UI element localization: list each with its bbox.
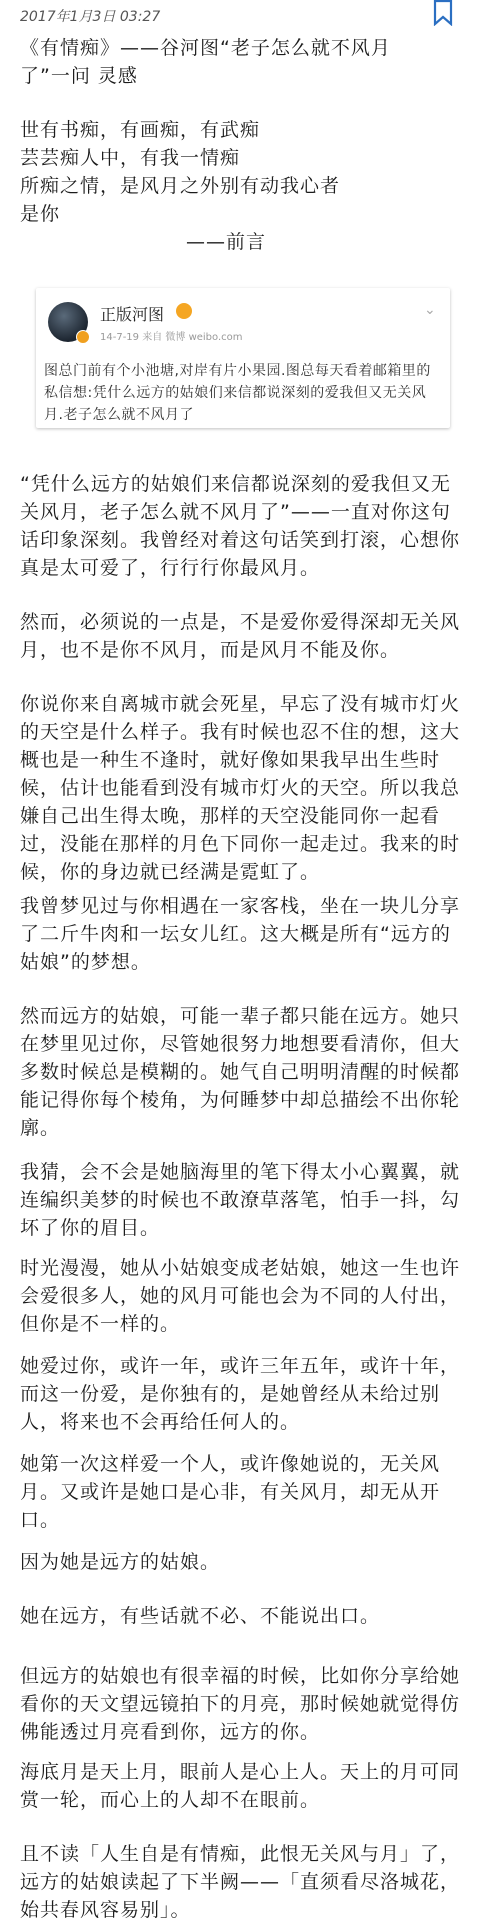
weibo-username[interactable]: 正版河图 (100, 305, 165, 324)
paragraph: 她爱过你，或许一年，或许三年五年，或许十年，而这一份爱，是你独有的，是她曾经从未给过别人，将来也不会再给任何人的。 (20, 1355, 461, 1433)
verified-badge-icon (76, 330, 90, 344)
bookmark-icon[interactable] (432, 0, 454, 26)
paragraph: “凭什么远方的姑娘们来信都说深刻的爱我但又无关风月，老子怎么就不风月了”——一直对你这句话印象深刻。我曾经对着这句话笑到打滚，心想你真是太可爱了，行行行你最风月。 (20, 473, 461, 579)
paragraph: 然而，必须说的一点是，不是爱你爱得深却无关风月，也不是你不风月，而是风月不能及你。 (20, 611, 461, 661)
chevron-down-icon[interactable]: ⌄ (424, 302, 436, 318)
paragraph: 但远方的姑娘也有很幸福的时候，比如你分享给她看你的天文望远镜拍下的月亮，那时候她就觉得仿佛能透过月亮看到你，远方的你。 (20, 1665, 461, 1743)
preface-poem: 世有书痴，有画痴，有武痴 芸芸痴人中，有我一情痴 所痴之情，是风月之外别有动我心者 是你 (20, 119, 341, 225)
vip-icon (176, 303, 192, 319)
paragraph: 因为她是远方的姑娘。 (20, 1551, 221, 1573)
paragraph: 海底月是天上月，眼前人是心上人。天上的月可同赏一轮，而心上的人却不在眼前。 (20, 1761, 461, 1811)
intro-title: 《有情痴》——谷河图“老子怎么就不风月 了”一问 灵感 (20, 37, 391, 87)
status-bar (0, 0, 480, 30)
weibo-meta: 14-7-19 来自 微博 weibo.com (100, 332, 243, 343)
paragraph: 然而远方的姑娘，可能一辈子都只能在远方。她只在梦里见过你，尽管她很努力地想要看清你，但大多数时候总是模糊的。她气自己明明清醒的时候都能记得你每个棱角，为何睡梦中却总描绘不出你轮廓。 (20, 1005, 461, 1139)
post-date: 2017年1月3日 03:27 (20, 9, 161, 25)
paragraph: 时光漫漫，她从小姑娘变成老姑娘，她这一生也许会爱很多人，她的风月可能也会为不同的人付出，但你是不一样的。 (20, 1257, 461, 1335)
paragraph: 她在远方，有些话就不必、不能说出口。 (20, 1605, 381, 1627)
weibo-text: 图总门前有个小池塘,对岸有片小果园.图总每天看着邮箱里的私信想:凭什么远方的姑娘们来信都说深刻的爱我但又无关风月.老子怎么就不风月了 (44, 363, 431, 423)
paragraph: 我猜，会不会是她脑海里的笔下得太小心翼翼，就连编织美梦的时候也不敢潦草落笔，怕手一抖，勾坏了你的眉目。 (20, 1161, 461, 1239)
paragraph: 她第一次这样爱一个人，或许像她说的，无关风月。又或许是她口是心非，有关风月，却无从开口。 (20, 1453, 441, 1531)
paragraph: 你说你来自离城市就会死星，早忘了没有城市灯火的天空是什么样子。我有时候也忍不住的想，这大概也是一种生不逢时，就好像如果我早出生些时候，估计也能看到没有城市灯火的天空。所以我总嫌自己出生得太晚，那样的天空没能同你一起看过，没能在那样的月色下同你一起走过。我来的时候，你的身边就已经满是霓虹了。 (20, 693, 461, 883)
paragraph: 且不读「人生自是有情痴，此恨无关风与月」了，远方的姑娘读起了下半阙——「直须看尽洛城花，始共春风容易别」。 (20, 1843, 461, 1921)
weibo-card[interactable] (36, 288, 450, 428)
preface-signature: ——前言 (186, 231, 267, 253)
paragraph: 我曾梦见过与你相遇在一家客栈，坐在一块儿分享了二斤牛肉和一坛女儿红。这大概是所有“远方的姑娘”的梦想。 (20, 895, 461, 973)
